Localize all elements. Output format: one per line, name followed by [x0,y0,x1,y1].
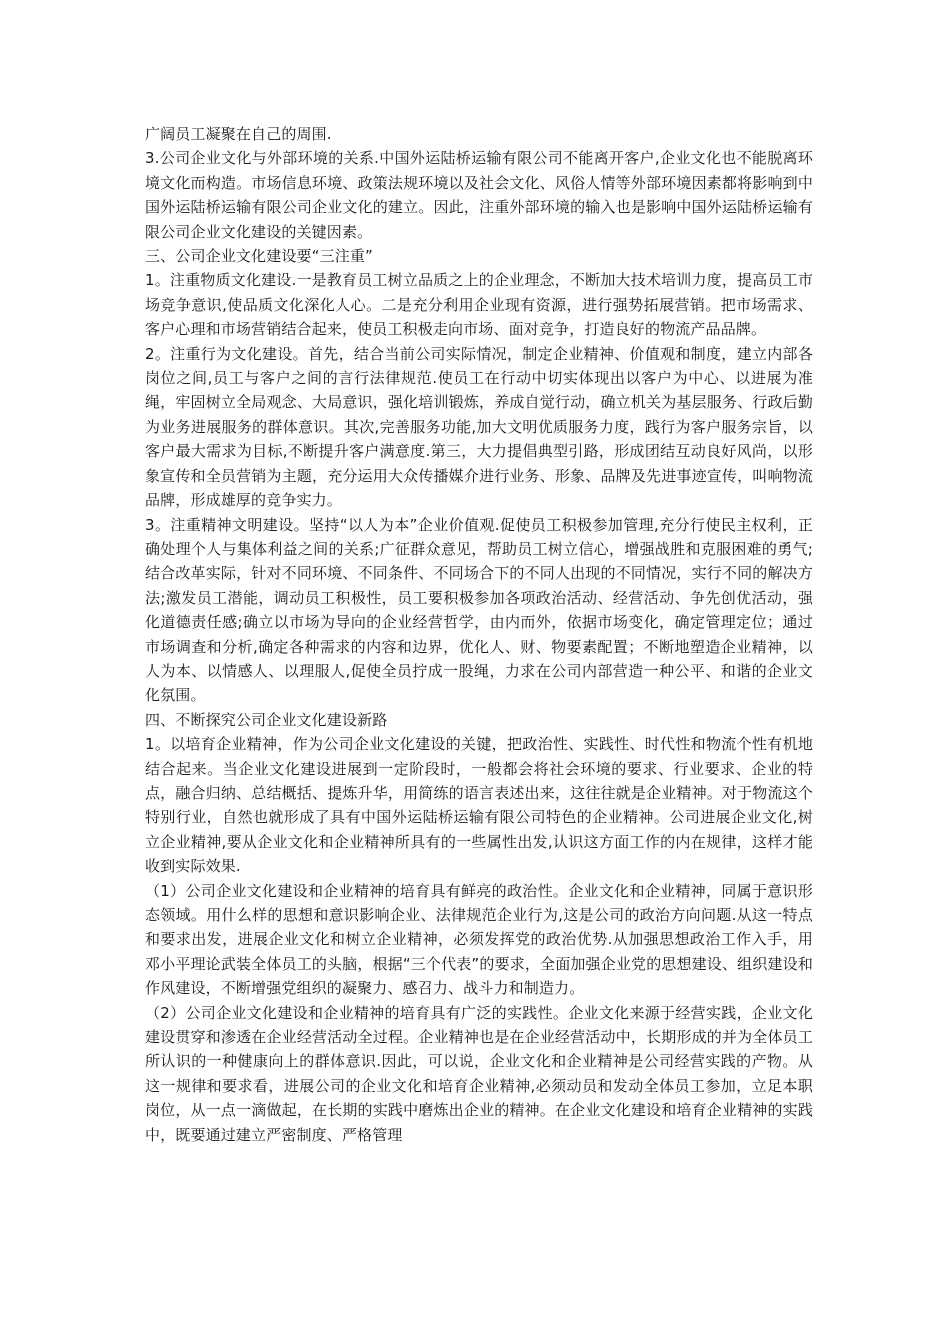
paragraph-practical-nature: （2）公司企业文化建设和企业精神的培育具有广泛的实践性。企业文化来源于经营实践，企业文化建设贯穿和渗透在企业经营活动全过程。企业精神也是在企业经营活动中，长期形成的并为全体员工所认识的一种健康向上的群体意识.因此，可以说，企业文化和企业精神是公司经营实践的产物。从这一规律和要求看，进展公司的企业文化和培育企业精神,必须动员和发动全体员工参加，立足本职岗位，从一点一滴做起，在长期的实践中磨炼出企业的精神。在企业文化建设和培育企业精神的实践中，既要通过建立严密制度、严格管理 [145,1003,813,1144]
paragraph-spiritual-civilization: 3。注重精神文明建设。坚持“以人为本”企业价值观.促使员工积极参加管理,充分行使民主权利，正确处理个人与集体利益之间的关系;广征群众意见，帮助员工树立信心，增强战胜和克服困难的勇气;结合改革实际，针对不同环境、不同条件、不同场合下的不同人出现的不同情况，实行不同的解决方法;激发员工潜能，调动员工积极性，员工要积极参加各项政治活动、经营活动、争先创优活动，强化道德责任感;确立以市场为导向的企业经营哲学，由内而外，依据市场变化，确定管理定位；通过市场调查和分析,确定各种需求的内容和边界，优化人、财、物要素配置；不断地塑造企业精神，以人为本、以情感人、以理服人,促使全员拧成一股绳，力求在公司内部营造一种公平、和谐的企业文化氛围。 [145,515,813,705]
paragraph-continuation: 广阔员工凝聚在自己的周围. [145,125,332,143]
section-heading-new-paths: 四、不断探究公司企业文化建设新路 [145,710,388,729]
paragraph-behavior-culture: 2。注重行为文化建设。首先，结合当前公司实际情况，制定企业精神、价值观和制度，建立内部各岗位之间,员工与客户之间的言行法律规范.使员工在行动中切实体现出以客户为中心、以进展为准绳，牢固树立全局观念、大局意识，强化培训锻炼，养成自觉行动，确立机关为基层服务、行政后勤为业务进展服务的群体意识。其次,完善服务功能,加大文明优质服务力度，践行为客户服务宗旨，以客户最大需求为目标,不断提升客户满意度.第三，大力提倡典型引路，形成团结互动良好风尚，以形象宣传和全员营销为主题，充分运用大众传播媒介进行业务、形象、品牌及先进事迹宣传，叫响物流品牌，形成雄厚的竞争实力。 [145,344,813,510]
paragraph-enterprise-spirit: 1。以培育企业精神，作为公司企业文化建设的关键，把政治性、实践性、时代性和物流个性有机地结合起来。当企业文化建设进展到一定阶段时，一般都会将社会环境的要求、行业要求、企业的特点，融合归纳、总结概括、提炼升华，用简练的语言表述出来，这往往就是企业精神。对于物流这个特别行业，自然也就形成了具有中国外运陆桥运输有限公司特色的企业精神。公司进展企业文化,树立企业精神,要从企业文化和企业精神所具有的一些属性出发,认识这方面工作的内在规律，这样才能收到实际效果. [145,735,813,876]
section-heading-three-emphases: 三、公司企业文化建设要“三注重” [145,247,373,266]
paragraph-material-culture: 1。注重物质文化建设.一是教育员工树立品质之上的企业理念，不断加大技术培训力度，提高员工市场竞争意识,使品质文化深化人心。二是充分利用企业现有资源，进行强势拓展营销。把市场需求、客户心理和市场营销结合起来，使员工积极走向市场、面对竞争，打造良好的物流产品品牌。 [145,271,813,339]
paragraph-external-environment: 3.公司企业文化与外部环境的关系.中国外运陆桥运输有限公司不能离开客户,企业文化也不能脱离环境文化而构造。市场信息环境、政策法规环境以及社会文化、风俗人情等外部环境因素都将影响到中国外运陆桥运输有限公司企业文化的建立。因此，注重外部环境的输入也是影响中国外运陆桥运输有限公司企业文化建设的关键因素。 [145,149,813,241]
document-page [145,122,813,1147]
paragraph-political-nature: （1）公司企业文化建设和企业精神的培育具有鲜亮的政治性。企业文化和企业精神，同属于意识形态领域。用什么样的思想和意识影响企业、法律规范企业行为,这是公司的政治方向问题.从这一特点和要求出发，进展企业文化和树立企业精神，必须发挥党的政治优势.从加强思想政治工作入手，用邓小平理论武装全体员工的头脑，根据“三个代表”的要求，全面加强企业党的思想建设、组织建设和作风建设，不断增强党组织的凝聚力、感召力、战斗力和制造力。 [145,881,813,998]
